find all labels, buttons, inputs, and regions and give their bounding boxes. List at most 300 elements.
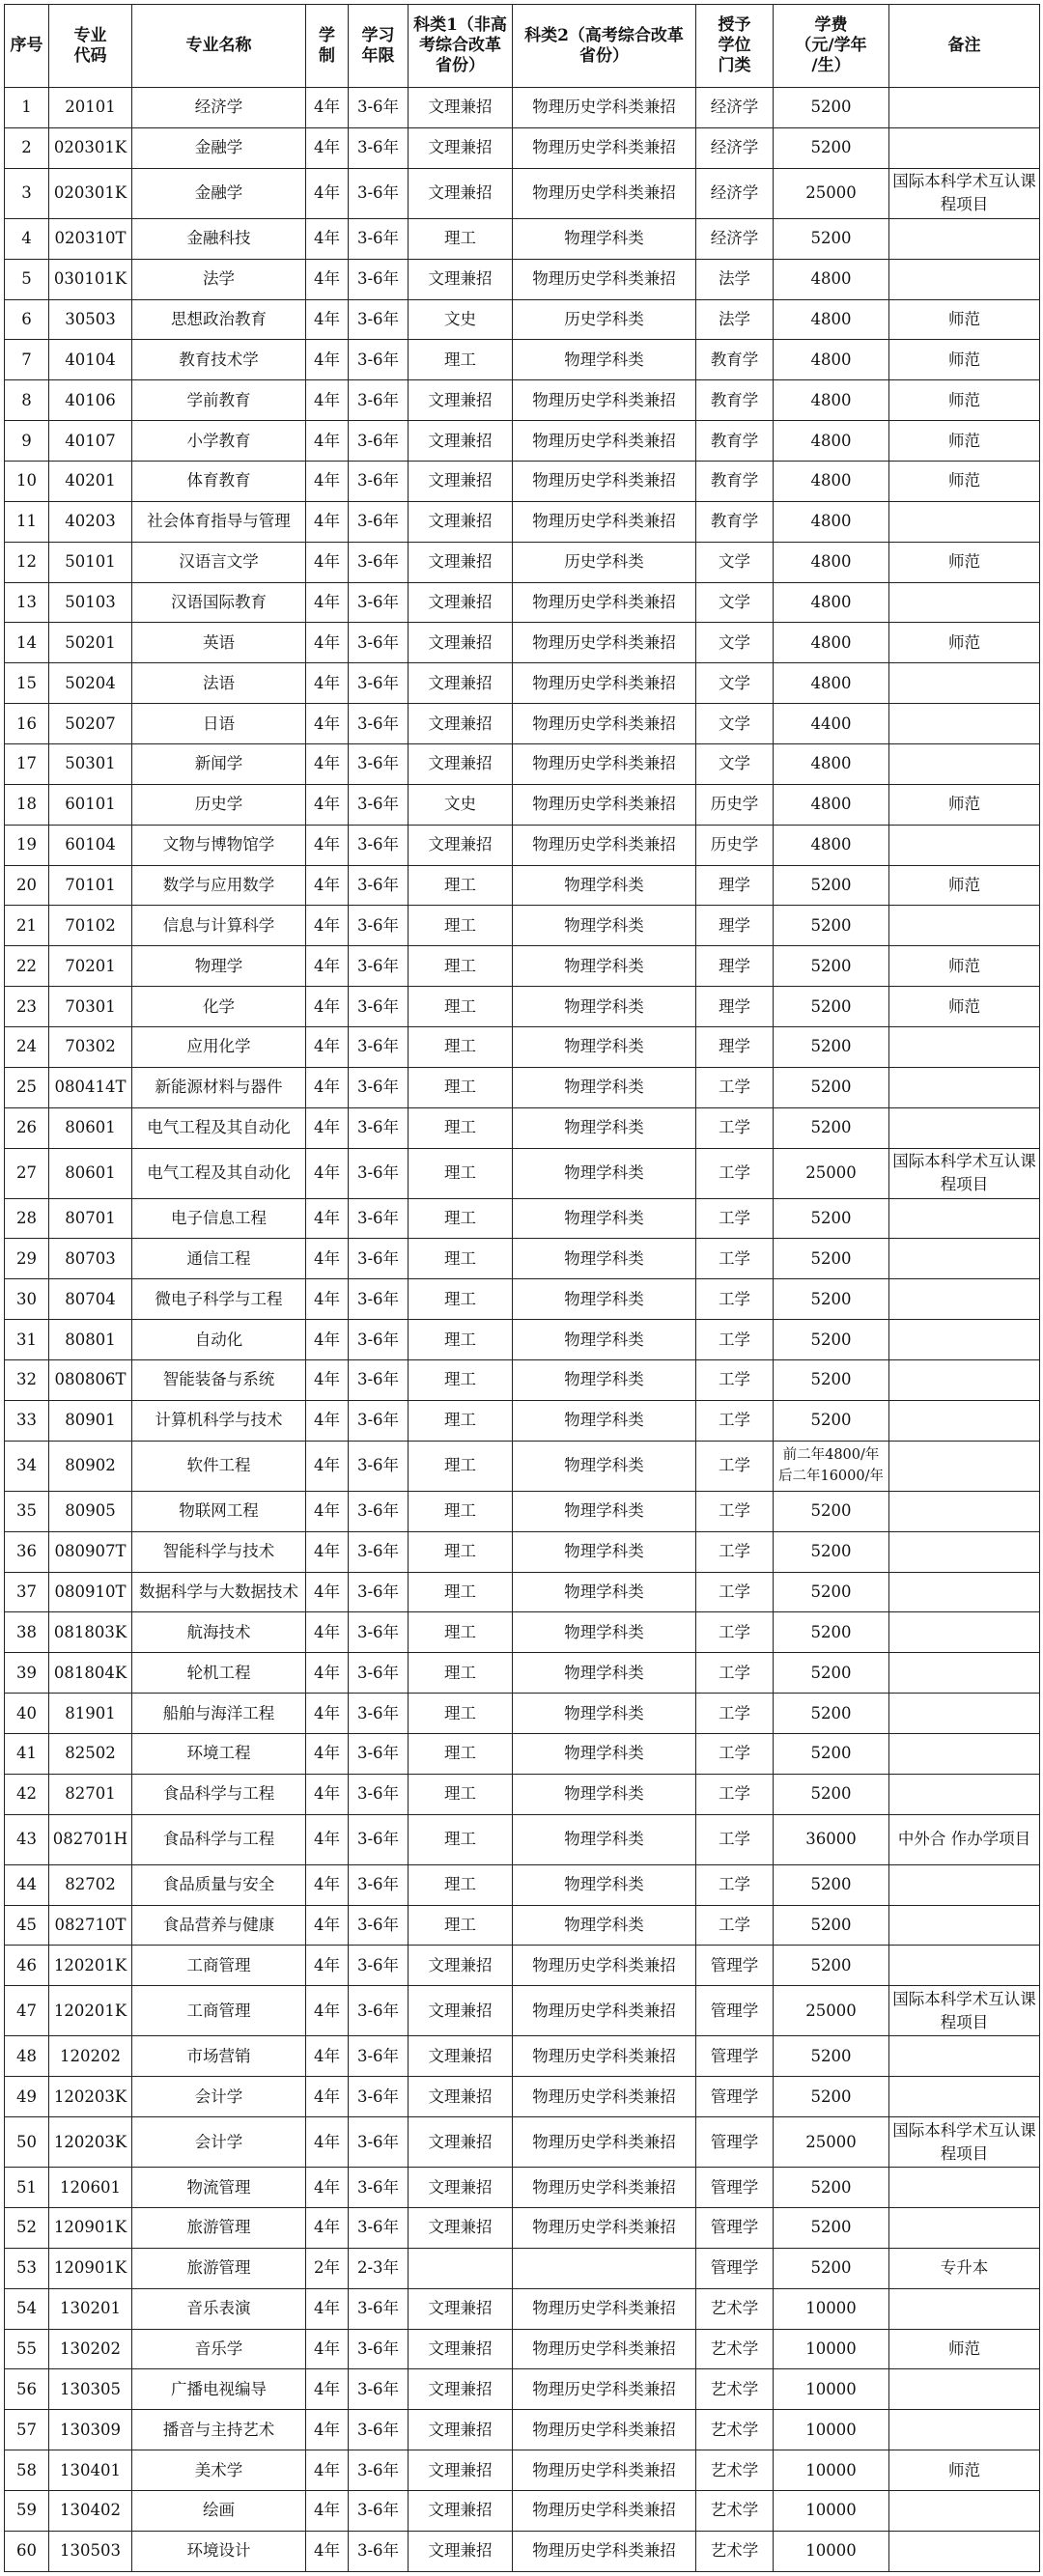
- cell-note: [889, 1279, 1040, 1320]
- cell-years: 3-6年: [349, 987, 409, 1027]
- cell-length: 4年: [306, 1814, 349, 1864]
- header-length: 学 制: [306, 5, 349, 88]
- cell-degree: 经济学: [696, 88, 774, 128]
- cell-category2: 物理历史学科类兼招: [513, 168, 696, 218]
- cell-length: 4年: [306, 1531, 349, 1572]
- cell-seq: 20: [5, 865, 49, 906]
- cell-note: [889, 2410, 1040, 2450]
- cell-note: 师范: [889, 380, 1040, 421]
- cell-years: 3-6年: [349, 88, 409, 128]
- cell-years: 3-6年: [349, 2491, 409, 2532]
- cell-years: 3-6年: [349, 623, 409, 663]
- header-note: 备注: [889, 5, 1040, 88]
- cell-length: 4年: [306, 865, 349, 906]
- cell-years: 3-6年: [349, 1320, 409, 1360]
- cell-category2: 物理历史学科类兼招: [513, 704, 696, 744]
- cell-category1: 理工: [409, 1360, 513, 1401]
- cell-length: 4年: [306, 2077, 349, 2117]
- cell-seq: 28: [5, 1198, 49, 1239]
- cell-category2: 物理学科类: [513, 1905, 696, 1946]
- cell-fee: 10000: [774, 2288, 889, 2329]
- cell-category2: [513, 2248, 696, 2288]
- cell-code: 70302: [49, 1026, 132, 1067]
- cell-degree: 工学: [696, 1239, 774, 1279]
- cell-degree: 艺术学: [696, 2531, 774, 2571]
- cell-name: 法学: [132, 259, 306, 299]
- cell-category1: 文理兼招: [409, 2531, 513, 2571]
- cell-length: 4年: [306, 340, 349, 380]
- cell-seq: 14: [5, 623, 49, 663]
- cell-degree: 教育学: [696, 421, 774, 462]
- cell-note: 国际本科学术互认课程项目: [889, 1986, 1040, 2036]
- cell-note: 师范: [889, 865, 1040, 906]
- cell-note: [889, 501, 1040, 542]
- cell-degree: 文学: [696, 623, 774, 663]
- cell-years: 3-6年: [349, 2450, 409, 2491]
- cell-category1: 理工: [409, 1067, 513, 1107]
- cell-note: 国际本科学术互认课程项目: [889, 168, 1040, 218]
- cell-note: [889, 1067, 1040, 1107]
- cell-degree: 经济学: [696, 127, 774, 168]
- cell-length: 4年: [306, 1239, 349, 1279]
- cell-seq: 37: [5, 1572, 49, 1612]
- cell-degree: 文学: [696, 663, 774, 704]
- cell-note: [889, 1360, 1040, 1401]
- cell-code: 70201: [49, 946, 132, 987]
- cell-length: 4年: [306, 704, 349, 744]
- cell-years: 3-6年: [349, 1572, 409, 1612]
- cell-length: 4年: [306, 1198, 349, 1239]
- cell-category2: 物理历史学科类兼招: [513, 2369, 696, 2410]
- cell-name: 微电子科学与工程: [132, 1279, 306, 1320]
- cell-code: 70101: [49, 865, 132, 906]
- cell-note: 师范: [889, 2450, 1040, 2491]
- cell-seq: 59: [5, 2491, 49, 2532]
- cell-degree: 工学: [696, 1864, 774, 1905]
- cell-years: 3-6年: [349, 743, 409, 784]
- table-row: [5, 1360, 1040, 1401]
- cell-code: 30503: [49, 299, 132, 340]
- cell-note: [889, 582, 1040, 623]
- cell-years: 3-6年: [349, 1653, 409, 1694]
- cell-years: 3-6年: [349, 1986, 409, 2036]
- cell-category2: 物理学科类: [513, 1026, 696, 1067]
- cell-category1: 文理兼招: [409, 2491, 513, 2532]
- cell-category2: 物理学科类: [513, 1774, 696, 1814]
- cell-length: 4年: [306, 1572, 349, 1612]
- cell-degree: 艺术学: [696, 2410, 774, 2450]
- cell-code: 130201: [49, 2288, 132, 2329]
- cell-degree: 管理学: [696, 1946, 774, 1986]
- cell-category2: 物理学科类: [513, 1320, 696, 1360]
- cell-note: 师范: [889, 987, 1040, 1027]
- cell-fee: 5200: [774, 2077, 889, 2117]
- cell-category2: 物理学科类: [513, 1653, 696, 1694]
- cell-seq: 58: [5, 2450, 49, 2491]
- cell-years: 3-6年: [349, 582, 409, 623]
- cell-code: 20101: [49, 88, 132, 128]
- cell-length: 4年: [306, 1320, 349, 1360]
- cell-category2: 物理学科类: [513, 946, 696, 987]
- cell-name: 工商管理: [132, 1946, 306, 1986]
- cell-fee: 4400: [774, 704, 889, 744]
- cell-category2: 物理历史学科类兼招: [513, 582, 696, 623]
- cell-name: 物理学: [132, 946, 306, 987]
- cell-category2: 物理学科类: [513, 1360, 696, 1401]
- table-row: [5, 2168, 1040, 2208]
- cell-note: 师范: [889, 2329, 1040, 2369]
- cell-code: 120203K: [49, 2077, 132, 2117]
- cell-years: 3-6年: [349, 127, 409, 168]
- cell-code: 50301: [49, 743, 132, 784]
- majors-table: [4, 4, 1040, 2572]
- cell-name: 思想政治教育: [132, 299, 306, 340]
- cell-note: [889, 1198, 1040, 1239]
- cell-code: 50101: [49, 542, 132, 582]
- cell-years: 3-6年: [349, 2288, 409, 2329]
- cell-years: 3-6年: [349, 1694, 409, 1734]
- cell-fee: 10000: [774, 2491, 889, 2532]
- cell-years: 3-6年: [349, 1441, 409, 1491]
- cell-note: 师范: [889, 946, 1040, 987]
- cell-years: 3-6年: [349, 168, 409, 218]
- cell-years: 3-6年: [349, 2329, 409, 2369]
- cell-years: 3-6年: [349, 218, 409, 259]
- cell-fee: 5200: [774, 1400, 889, 1441]
- cell-note: [889, 1905, 1040, 1946]
- cell-category1: 理工: [409, 1733, 513, 1774]
- cell-note: [889, 127, 1040, 168]
- cell-note: [889, 218, 1040, 259]
- cell-note: 国际本科学术互认课程项目: [889, 2117, 1040, 2168]
- cell-degree: 工学: [696, 1572, 774, 1612]
- cell-degree: 文学: [696, 743, 774, 784]
- cell-fee: 5200: [774, 2168, 889, 2208]
- cell-years: 3-6年: [349, 1864, 409, 1905]
- cell-note: [889, 1572, 1040, 1612]
- cell-degree: 工学: [696, 1653, 774, 1694]
- cell-category1: 文理兼招: [409, 421, 513, 462]
- cell-years: 3-6年: [349, 1400, 409, 1441]
- cell-code: 020301K: [49, 127, 132, 168]
- cell-category2: 物理学科类: [513, 1733, 696, 1774]
- cell-degree: 工学: [696, 1905, 774, 1946]
- cell-name: 文物与博物馆学: [132, 825, 306, 865]
- cell-seq: 43: [5, 1814, 49, 1864]
- cell-degree: 艺术学: [696, 2288, 774, 2329]
- table-row: [5, 2117, 1040, 2168]
- cell-fee: 5200: [774, 1774, 889, 1814]
- cell-category1: 理工: [409, 1441, 513, 1491]
- cell-code: 081803K: [49, 1612, 132, 1653]
- cell-years: 3-6年: [349, 380, 409, 421]
- cell-note: [889, 906, 1040, 946]
- table-row: [5, 987, 1040, 1027]
- cell-note: [889, 2369, 1040, 2410]
- cell-length: 4年: [306, 1905, 349, 1946]
- cell-note: [889, 2077, 1040, 2117]
- cell-category2: 物理学科类: [513, 1694, 696, 1734]
- table-body: [5, 88, 1040, 2572]
- cell-length: 4年: [306, 1491, 349, 1531]
- cell-code: 40201: [49, 461, 132, 501]
- cell-seq: 47: [5, 1986, 49, 2036]
- cell-code: 130401: [49, 2450, 132, 2491]
- cell-seq: 8: [5, 380, 49, 421]
- cell-length: 4年: [306, 1148, 349, 1198]
- cell-fee: 4800: [774, 784, 889, 825]
- cell-code: 81901: [49, 1694, 132, 1734]
- cell-name: 自动化: [132, 1320, 306, 1360]
- cell-degree: 艺术学: [696, 2450, 774, 2491]
- cell-name: 市场营销: [132, 2036, 306, 2077]
- cell-category1: 文理兼招: [409, 1986, 513, 2036]
- table-row: [5, 825, 1040, 865]
- cell-length: 4年: [306, 1441, 349, 1491]
- cell-degree: 管理学: [696, 2077, 774, 2117]
- cell-code: 130305: [49, 2369, 132, 2410]
- cell-category1: 文理兼招: [409, 582, 513, 623]
- cell-seq: 33: [5, 1400, 49, 1441]
- table-row: [5, 1774, 1040, 1814]
- cell-years: 3-6年: [349, 1198, 409, 1239]
- cell-years: 3-6年: [349, 946, 409, 987]
- cell-years: 3-6年: [349, 2168, 409, 2208]
- cell-name: 航海技术: [132, 1612, 306, 1653]
- cell-category2: 物理学科类: [513, 1814, 696, 1864]
- cell-code: 120901K: [49, 2248, 132, 2288]
- table-row: [5, 1441, 1040, 1491]
- table-row: [5, 1320, 1040, 1360]
- cell-degree: 文学: [696, 542, 774, 582]
- cell-note: [889, 1864, 1040, 1905]
- cell-category2: 物理学科类: [513, 865, 696, 906]
- cell-name: 学前教育: [132, 380, 306, 421]
- cell-note: 专升本: [889, 2248, 1040, 2288]
- cell-category1: 理工: [409, 1320, 513, 1360]
- cell-category2: 物理学科类: [513, 218, 696, 259]
- cell-years: 3-6年: [349, 1531, 409, 1572]
- cell-note: [889, 1531, 1040, 1572]
- cell-name: 轮机工程: [132, 1653, 306, 1694]
- cell-code: 120202: [49, 2036, 132, 2077]
- cell-category2: 物理学科类: [513, 1400, 696, 1441]
- cell-category1: 文理兼招: [409, 501, 513, 542]
- cell-length: 4年: [306, 2288, 349, 2329]
- cell-category2: 物理历史学科类兼招: [513, 2036, 696, 2077]
- cell-category2: 物理学科类: [513, 340, 696, 380]
- table-row: [5, 1067, 1040, 1107]
- cell-seq: 17: [5, 743, 49, 784]
- cell-category2: 历史学科类: [513, 542, 696, 582]
- cell-name: 社会体育指导与管理: [132, 501, 306, 542]
- cell-name: 通信工程: [132, 1239, 306, 1279]
- cell-category1: 文理兼招: [409, 623, 513, 663]
- cell-length: 4年: [306, 1733, 349, 1774]
- cell-category1: 文理兼招: [409, 825, 513, 865]
- cell-category2: 物理学科类: [513, 1864, 696, 1905]
- cell-category1: [409, 2248, 513, 2288]
- cell-years: 3-6年: [349, 340, 409, 380]
- cell-name: 环境工程: [132, 1733, 306, 1774]
- cell-code: 082701H: [49, 1814, 132, 1864]
- cell-years: 3-6年: [349, 1733, 409, 1774]
- cell-name: 物联网工程: [132, 1491, 306, 1531]
- table-row: [5, 218, 1040, 259]
- table-row: [5, 1986, 1040, 2036]
- cell-name: 新能源材料与器件: [132, 1067, 306, 1107]
- cell-length: 4年: [306, 2531, 349, 2571]
- cell-category1: 文理兼招: [409, 127, 513, 168]
- cell-fee: 4800: [774, 501, 889, 542]
- cell-seq: 15: [5, 663, 49, 704]
- cell-fee: 25000: [774, 1986, 889, 2036]
- cell-length: 4年: [306, 906, 349, 946]
- table-row: [5, 542, 1040, 582]
- cell-code: 130202: [49, 2329, 132, 2369]
- cell-fee: 5200: [774, 1905, 889, 1946]
- cell-name: 食品科学与工程: [132, 1814, 306, 1864]
- cell-category2: 物理历史学科类兼招: [513, 2491, 696, 2532]
- cell-years: 3-6年: [349, 2369, 409, 2410]
- cell-category1: 文史: [409, 299, 513, 340]
- cell-degree: 理学: [696, 1026, 774, 1067]
- table-row: [5, 582, 1040, 623]
- cell-length: 4年: [306, 1653, 349, 1694]
- cell-category1: 理工: [409, 1107, 513, 1148]
- cell-length: 4年: [306, 88, 349, 128]
- cell-length: 4年: [306, 1986, 349, 2036]
- table-row: [5, 1572, 1040, 1612]
- cell-length: 4年: [306, 542, 349, 582]
- cell-fee: 5200: [774, 1612, 889, 1653]
- cell-code: 020310T: [49, 218, 132, 259]
- cell-seq: 51: [5, 2168, 49, 2208]
- cell-years: 3-6年: [349, 1946, 409, 1986]
- cell-category1: 理工: [409, 1612, 513, 1653]
- cell-fee: 25000: [774, 1148, 889, 1198]
- cell-length: 4年: [306, 2036, 349, 2077]
- cell-years: 3-6年: [349, 2208, 409, 2249]
- table-row: [5, 340, 1040, 380]
- table-row: [5, 1026, 1040, 1067]
- cell-fee: 4800: [774, 340, 889, 380]
- cell-seq: 45: [5, 1905, 49, 1946]
- cell-category2: 物理学科类: [513, 1441, 696, 1491]
- cell-name: 历史学: [132, 784, 306, 825]
- cell-category2: 物理学科类: [513, 1491, 696, 1531]
- cell-seq: 49: [5, 2077, 49, 2117]
- cell-seq: 30: [5, 1279, 49, 1320]
- cell-fee: 10000: [774, 2369, 889, 2410]
- cell-fee: 5200: [774, 1026, 889, 1067]
- cell-years: 3-6年: [349, 299, 409, 340]
- cell-length: 4年: [306, 2329, 349, 2369]
- cell-length: 4年: [306, 582, 349, 623]
- cell-seq: 7: [5, 340, 49, 380]
- cell-category2: 物理历史学科类兼招: [513, 825, 696, 865]
- cell-length: 4年: [306, 218, 349, 259]
- cell-code: 40104: [49, 340, 132, 380]
- table-row: [5, 2036, 1040, 2077]
- cell-note: [889, 1239, 1040, 1279]
- cell-code: 120901K: [49, 2208, 132, 2249]
- cell-fee: 5200: [774, 987, 889, 1027]
- cell-years: 3-6年: [349, 1107, 409, 1148]
- cell-length: 4年: [306, 1946, 349, 1986]
- cell-seq: 44: [5, 1864, 49, 1905]
- table-row: [5, 2288, 1040, 2329]
- table-row: [5, 2248, 1040, 2288]
- cell-category1: 理工: [409, 1198, 513, 1239]
- cell-fee: 4800: [774, 461, 889, 501]
- cell-years: 3-6年: [349, 2036, 409, 2077]
- cell-degree: 艺术学: [696, 2329, 774, 2369]
- cell-degree: 经济学: [696, 168, 774, 218]
- cell-category2: 物理历史学科类兼招: [513, 88, 696, 128]
- cell-seq: 1: [5, 88, 49, 128]
- header-fee: 学费 （元/学年 /生）: [774, 5, 889, 88]
- table-row: [5, 1814, 1040, 1864]
- cell-note: 国际本科学术互认课程项目: [889, 1148, 1040, 1198]
- cell-category1: 文理兼招: [409, 1946, 513, 1986]
- cell-name: 信息与计算科学: [132, 906, 306, 946]
- cell-length: 4年: [306, 1360, 349, 1401]
- cell-category2: 物理学科类: [513, 1239, 696, 1279]
- cell-code: 80701: [49, 1198, 132, 1239]
- cell-years: 3-6年: [349, 1612, 409, 1653]
- cell-degree: 工学: [696, 1441, 774, 1491]
- cell-name: 数学与应用数学: [132, 865, 306, 906]
- cell-length: 4年: [306, 2208, 349, 2249]
- cell-degree: 工学: [696, 1814, 774, 1864]
- cell-seq: 3: [5, 168, 49, 218]
- cell-name: 食品营养与健康: [132, 1905, 306, 1946]
- cell-seq: 23: [5, 987, 49, 1027]
- cell-category2: 物理历史学科类兼招: [513, 2288, 696, 2329]
- cell-name: 法语: [132, 663, 306, 704]
- table-row: [5, 2329, 1040, 2369]
- cell-category1: 文理兼招: [409, 2036, 513, 2077]
- cell-length: 4年: [306, 946, 349, 987]
- cell-degree: 教育学: [696, 501, 774, 542]
- cell-years: 3-6年: [349, 704, 409, 744]
- cell-fee: 5200: [774, 1946, 889, 1986]
- cell-fee: 前二年4800/年 后二年16000/年: [774, 1441, 889, 1491]
- cell-category1: 理工: [409, 340, 513, 380]
- cell-fee: 5200: [774, 2208, 889, 2249]
- cell-name: 金融学: [132, 168, 306, 218]
- cell-category1: 文理兼招: [409, 542, 513, 582]
- table-row: [5, 2077, 1040, 2117]
- cell-seq: 39: [5, 1653, 49, 1694]
- cell-category1: 理工: [409, 1694, 513, 1734]
- cell-code: 020301K: [49, 168, 132, 218]
- cell-name: 汉语言文学: [132, 542, 306, 582]
- cell-seq: 56: [5, 2369, 49, 2410]
- cell-name: 旅游管理: [132, 2208, 306, 2249]
- cell-years: 3-6年: [349, 825, 409, 865]
- cell-fee: 5200: [774, 1733, 889, 1774]
- cell-category2: 物理历史学科类兼招: [513, 127, 696, 168]
- cell-category1: 理工: [409, 1491, 513, 1531]
- cell-fee: 5200: [774, 2036, 889, 2077]
- cell-fee: 4800: [774, 542, 889, 582]
- cell-fee: 4800: [774, 421, 889, 462]
- cell-category2: 物理历史学科类兼招: [513, 2329, 696, 2369]
- cell-name: 食品质量与安全: [132, 1864, 306, 1905]
- cell-seq: 26: [5, 1107, 49, 1148]
